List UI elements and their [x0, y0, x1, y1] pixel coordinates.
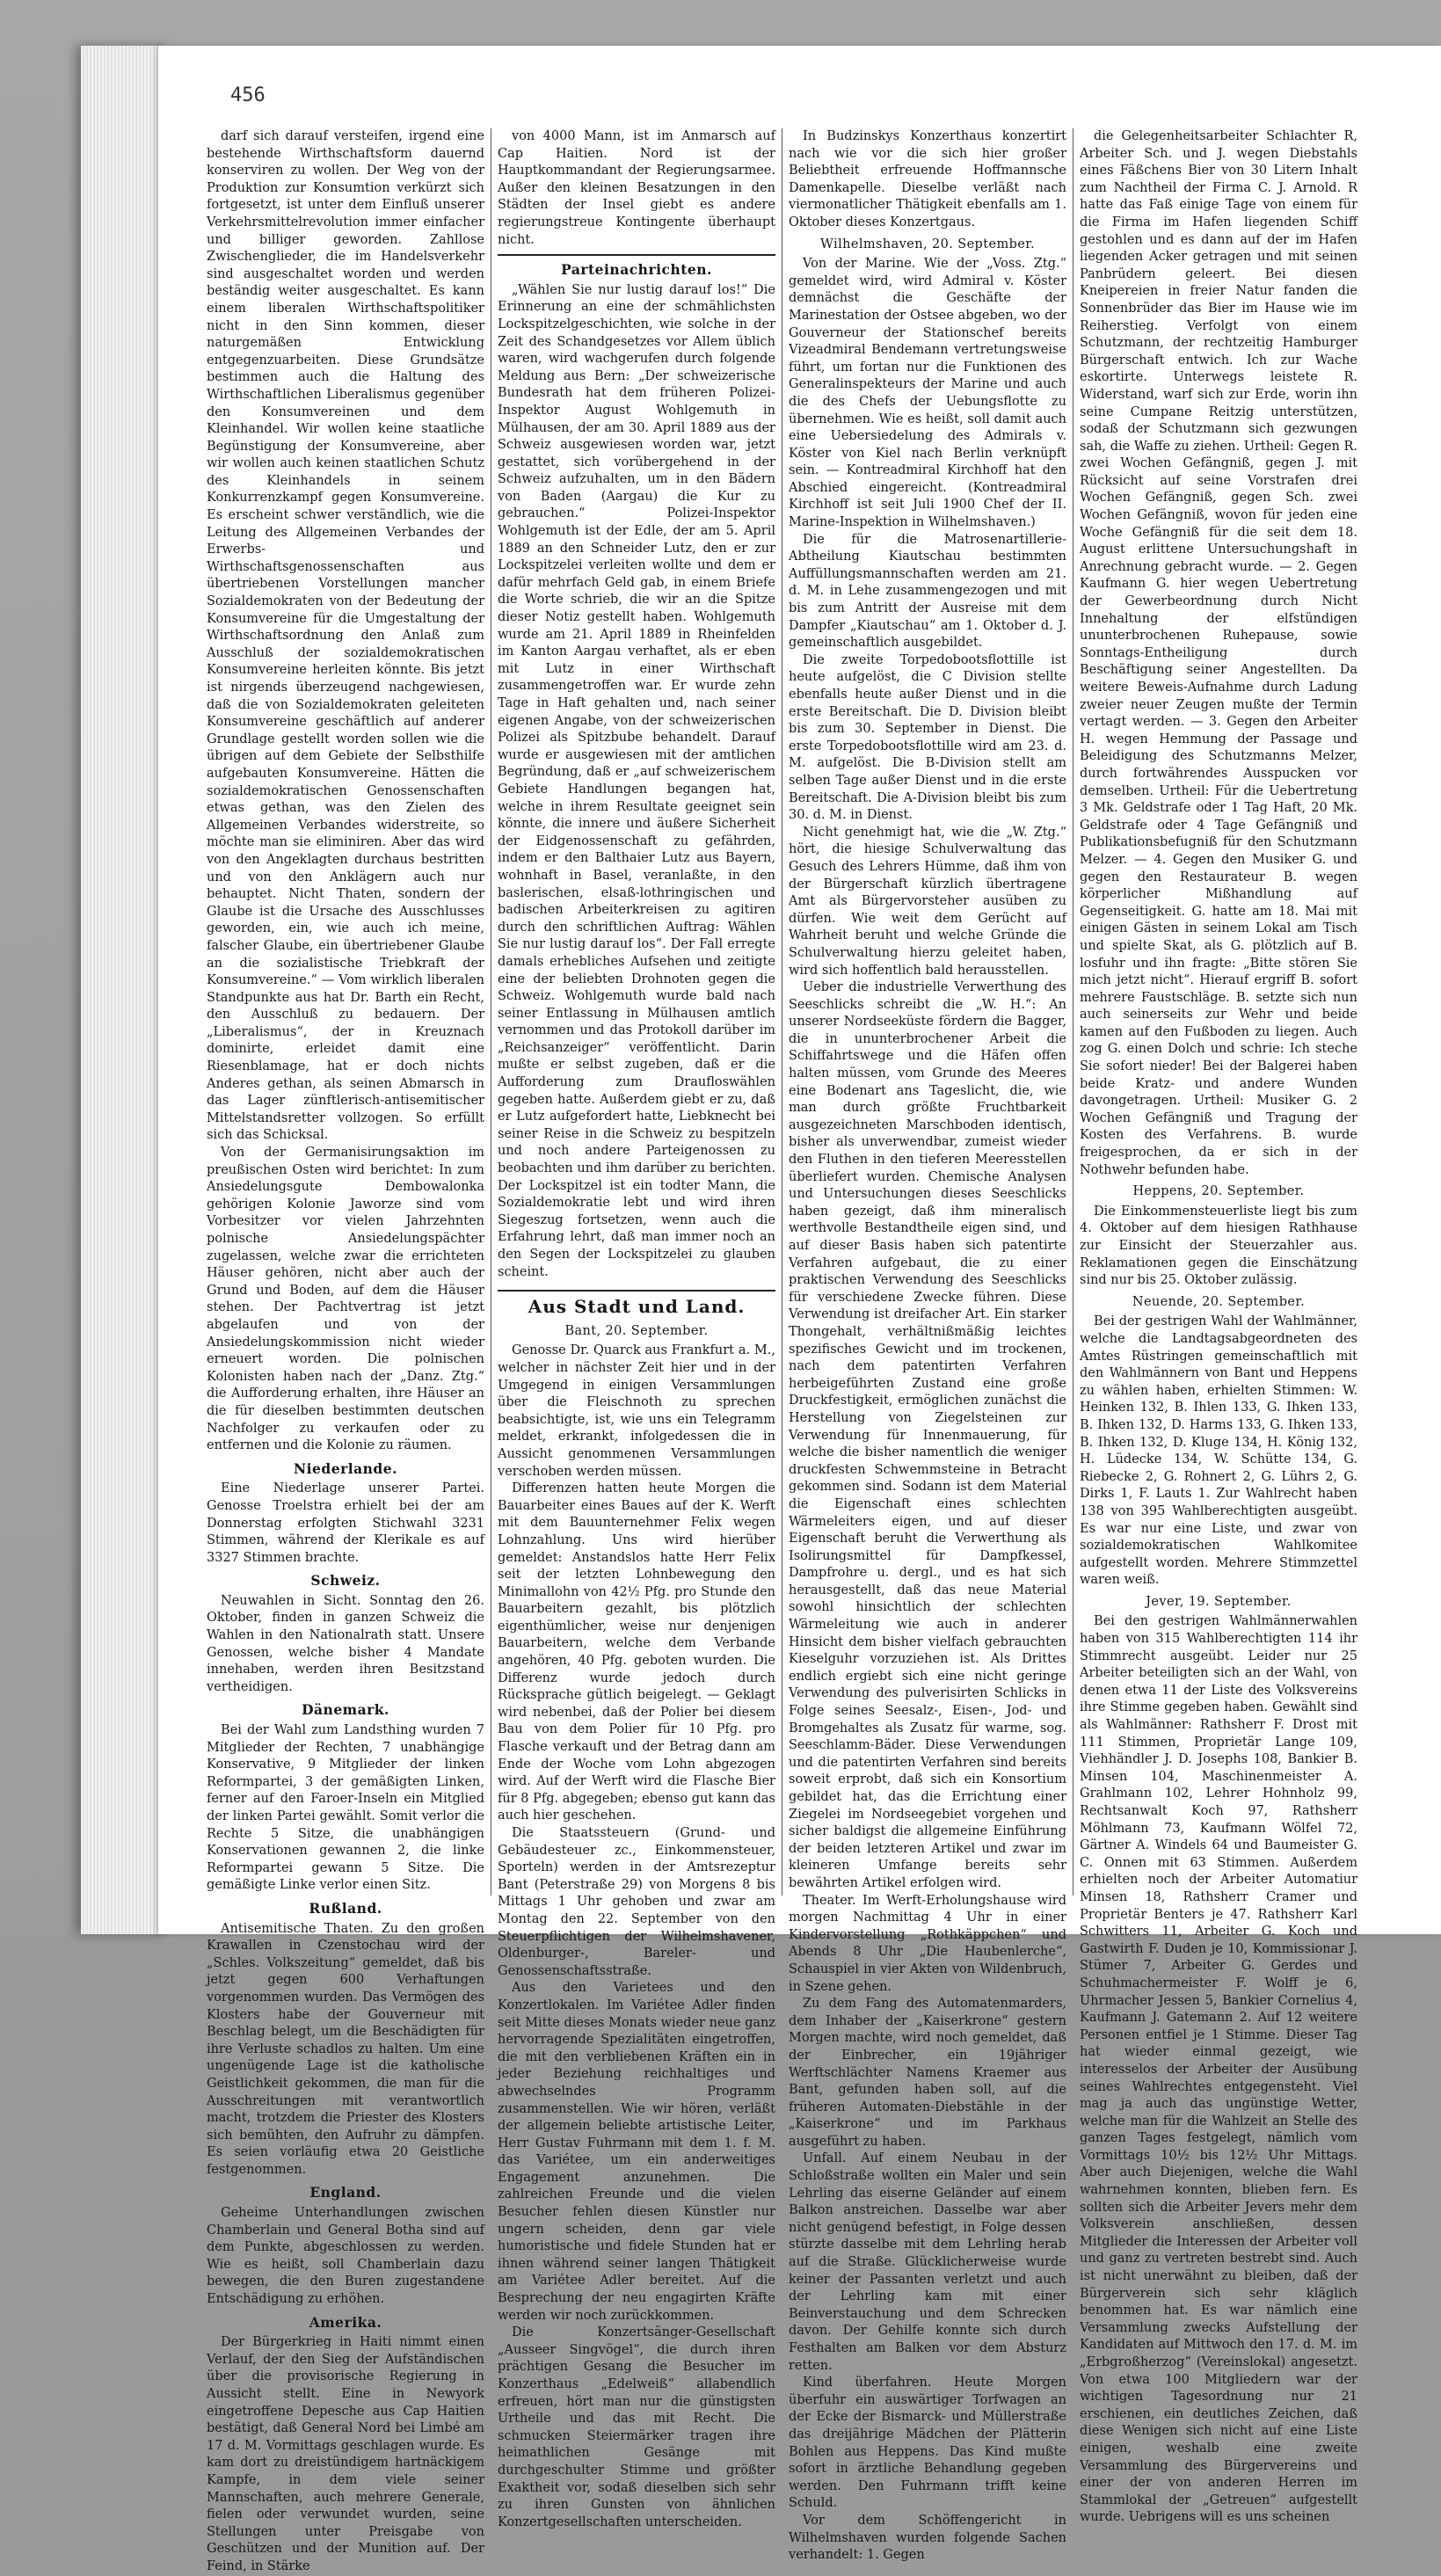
- article-paragraph: Vor dem Schöffengericht in Wilhelmshaven wurden folgende Sachen verhandelt: 1. Gegen: [789, 2513, 1066, 2563]
- article-paragraph: von 4000 Mann, ist im Anmarsch auf Cap Haitien. Nord ist der Hauptkommandant der Regierungsarmee. Außer den kleinen Besatzungen in den Städten der Insel giebt es andere regierungstreue Kontingente überhaupt nicht.: [498, 129, 775, 247]
- article-paragraph: Bei den gestrigen Wahlmännerwahlen haben von 315 Wahlberechtigten 114 ihr Stimmrecht ausgeübt. Leider nur 25 Arbeiter beteiligten sich an der Wahl, von denen etwa 11 der Liste des Volksvereins ihre Stimme gegeben haben. Gewählt sind als Wahlmänner: Rathsherr F. Drost mit 111 Stimmen, Proprietär Lange 109, Viehhändler J. D. Josephs 108, Bankier B. Minsen 104, Maschinenmeister A. Grahlmann 102, Lehrer Hohnholz 99, Rechtsanwalt Koch 97, Rathsherr Möhlmann 73, Kaufmann Wölfel 72, Gärtner A. Windels 64 und Baumeister G. C. Onnen mit 63 Stimmen. Außerdem erhielten noch der Arbeiter Automatiur Minsen 18, Rathsherr Cramer und Proprietär Benters je 47. Rathsherr Karl Schwitters 11, Arbeiter G. Koch und Gastwirth F. Duden je 10, Kommissionar J. Stümer 7, Arbeiter G. Gerdes und Schuhmachermeister F. Wolff je 6, Uhrmacher Jessen 5, Bankier Cornelius 4, Kaufmann J. Gatemann 2. Auf 12 weitere Personen entfiel je 1 Stimme. Dieser Tag hat wieder einmal gezeigt, wie interesselos der Arbeiter der Ausübung seines Wahlrechtes entgegensteht. Viel mag ja auch das ungünstige Wetter, welche man für die Wahlzeit an Stelle des ganzen Tages festgelegt, nämlich vom Vormittags 10½ bis 12½ Uhr Mittags. Aber auch Diejenigen, welche die Wahl wahrnehmen konnten, blieben fern. Es sollten sich die Arbeiter Jevers mehr dem Volksverein anschließen, dessen Mitglieder die Interessen der Arbeiter voll und ganz zu vertreten bestrebt sind. Auch ist nicht unerwähnt zu bleiben, daß der Bürgerverein sich sehr kläglich benommen hat. Es war nämlich eine Versammlung zwecks Aufstellung der Kandidaten auf Mittwoch den 17. d. M. im „Erbgroßherzog“ (Vereinslokal) angesetzt. Von etwa 100 Mitgliedern war der wichtigen Tagesordnung nur 21 erschienen, ein deutliches Zeichen, daß diese Wenigen sich nicht auf eine Liste einigen, weshalb eine zweite Versammlung des Bürgervereins und einer der von anderen Herren im Stammlokal der „Getreuen“ aufgestellt wurde. Uebrigens will es uns scheinen: [1080, 1614, 1357, 2525]
- article-paragraph: Von der Marine. Wie der „Voss. Ztg.“ gemeldet wird, wird Admiral v. Köster demnächst die Geschäfte der Marinestation der Ostsee abgeben, wo der Gouverneur der Stationschef bereits Vizeadmiral Bendemann vertretungsweise führt, um fortan nur die Funktionen des Generalinspekteurs der Marine und auch die des Chefs der Uebungsflotte zu übernehmen. Wie es heißt, soll damit auch eine Uebersiedelung des Admirals v. Köster von Kiel nach Berlin verknüpft sein. — Kontreadmiral Kirchhoff hat den Abschied eingereicht. (Kontreadmiral Kirchhoff ist seit Juli 1900 Chef der II. Marine-Inspektion in Wilhelmshaven.): [789, 257, 1066, 530]
- article-paragraph: Ueber die industrielle Verwerthung des Seeschlicks schreibt die „W. H.“: An unserer Nordseeküste fördern die Bagger, die in ununterbrochener Arbeit die Schiffahrtswege und die Häfen offen halten müssen, vom Grunde des Meeres eine Bodenart ans Tageslicht, die, wie man durch größte Fruchtbarkeit ausgezeichneten Marschboden identisch, bisher als unverwendbar, zumeist wieder den Fluthen in den tieferen Meeresstellen überliefert wurden. Chemische Analysen und Untersuchungen dieses Seeschlicks haben gezeigt, daß ihm mineralisch werthvolle Bestandtheile eigen sind, und auf dieser Basis haben sich patentirte Verfahren aufgebaut, die zu einer praktischen Verwendung des Seeschlicks für verschiedene Zwecke führen. Diese Verwendung ist dreifacher Art. Ein starker Thongehalt, verhältnißmäßig leichtes spezifisches Gewicht und im trockenen, nach dem patentirten Verfahren herbeigeführten Zustand eine große Druckfestigkeit, ermöglichen zunächst die Herstellung von Ziegelsteinen zur Verwendung für Innenmauerung, für welche die bisher namentlich die weniger druckfesten Schwemmsteine in Betracht gekommen sind. Sodann ist dem Material die Eigenschaft eines schlechten Wärmeleiters eigen, und auf dieser Eigenschaft beruht die Verwerthung als Isolirungsmittel für Dampfkessel, Dampfrohre u. dergl., und es hat sich herausgestellt, daß das neue Material sowohl hinsichtlich der schlechten Wärmeleitung wie auch in anderer Hinsicht dem bisher vielfach gebrauchten Kieselguhr vorzuziehen ist. Als Drittes endlich ergiebt sich eine nicht geringe Verwendung des pulverisirten Schlicks in Folge seines Seesalz-, Eisen-, Jod- und Bromgehaltes als Zusatz für warme, sog. Seeschlamm-Bäder. Diese Verwendungen und die patentirten Verfahren sind bereits soweit erprobt, daß sich ein Konsortium gebildet hat, das die Errichtung einer Ziegelei im Nordseegebiet vorgehen und sicher baldigst die allgemeine Einführung der beiden letzteren Artikel und zwar im kleineren Umfange bereits sehr bewährten Artikel erfolgen wird.: [789, 980, 1066, 1890]
- article-paragraph: Kind überfahren. Heute Morgen überfuhr ein auswärtiger Torfwagen an der Ecke der Bismarck- und Müllerstraße das dreijährige Mädchen der Plätterin Bohlen aus Heppens. Das Kind mußte sofort in ärztliche Behandlung gegeben werden. Den Fuhrmann trifft keine Schuld.: [789, 2376, 1066, 2511]
- article-paragraph: die Gelegenheitsarbeiter Schlachter R, Arbeiter Sch. und J. wegen Diebstahls eines Fäßchens Bier von 30 Litern Inhalt zum Nachtheil der Firma C. J. Arnold. R hatte das Faß einige Tage von einem für die Firma im Hafen liegenden Schiff gestohlen und es dann auf der im Hafen liegenden Acker getragen und mit seinen Panbrüdern geleert. Bei diesen Kneipereien in freier Natur fanden die Sonnenbrüder das Bier im Hause wie im Reiherstieg. Verfolgt von einem Schutzmann, der rechtzeitig Hamburger Bürgerschaft entwich. Ich zur Wache eskortirte. Unterwegs leistete R. Widerstand, warf sich zur Erde, worin ihn seine Cumpane Reitzig unterstützen, sodaß der Schutzmann sich gezwungen sah, die Waffe zu ziehen. Urtheil: Gegen R. zwei Wochen Gefängniß, gegen J. mit Rücksicht auf seine Vorstrafen drei Wochen Gefängniß, gegen Sch. zwei Wochen Gefängniß, wovon für jeden eine Woche Gefängniß für die seit dem 18. August erlittene Untersuchungshaft in Anrechnung gebracht wurde. — 2. Gegen Kaufmann G. hier wegen Uebertretung der Gewerbeordnung durch Nicht Innehaltung der elfstündigen ununterbrochenen Ruhepause, sowie Sonntags-Entheiligung durch Beschäftigung seiner Angestellten. Da weitere Beweis-Aufnahme durch Ladung zweier neuer Zeugen mußte der Termin vertagt werden. — 3. Gegen den Arbeiter H. wegen Hemmung der Passage und Beleidigung des Schutzmanns Melzer, durch fortwährendes Ausspucken vor demselben. Urtheil: Für die Uebertretung 3 Mk. Geldstrafe oder 1 Tag Haft, 20 Mk. Geldstrafe oder 4 Tage Gefängniß und Publikationsbefugniß für den Schutzmann Melzer. — 4. Gegen den Musiker G. und gegen den Restaurateur B. wegen körperlicher Mißhandlung auf Gegenseitigkeit. G. hatte am 18. Mai mit einigen Gästen in seinem Lokal am Tisch und spielte Skat, als G. plötzlich auf B. losfuhr und ihn fragte: „Bitte stören Sie mich jetzt nicht“. Hierauf ergriff B. sofort mehrere Faustschläge. B. setzte sich nun auch seinerseits zur Wehr und beide kamen auf den Fußboden zu liegen. Auch zog G. einen Dolch und schrie: Ich steche Sie sofort nieder! Bei der Balgerei haben beide Kratz- und andere Wunden davongetragen. Urtheil: Musiker G. 2 Wochen Gefängniß und Tragung der Kosten des Verfahrens. B. wurde freigesprochen, da er sich in der Nothwehr befunden habe.: [1080, 129, 1357, 1177]
- section-heading: Rußland.: [309, 1899, 382, 1917]
- section-heading: Niederlande.: [293, 1459, 398, 1477]
- article-paragraph: Neuwahlen in Sicht. Sonntag den 26. Oktober, finden in ganzen Schweiz die Wahlen in den Nationalrath statt. Unsere Genossen, welche bisher 4 Mandate innehaben, werden ihren Besitzstand vertheidigen.: [207, 1593, 484, 1694]
- article-paragraph: Eine Niederlage unserer Partei. Genosse Troelstra erhielt bei der am Donnerstag erfolgten Stichwahl 3231 Stimmen, während der Klerikale es auf 3327 Stimmen brachte.: [207, 1481, 484, 1565]
- dateline: Bant, 20. September.: [564, 1323, 709, 1338]
- article-paragraph: Die Konzertsänger-Gesellschaft „Ausseer Singvögel“, die durch ihren prächtigen Gesang die Besucher im Konzerthaus „Edelweiß“ allabendlich erfreuen, hört man nur die günstigsten Urtheile und das mit Recht. Die schmucken Steiermärker tragen ihre heimathlichen Gesänge mit durchgeschulter Stimme und größter Exaktheit vor, sodaß dieselben sich sehr zu ihren Gunsten von ähnlichen Konzertgesellschaften unterscheiden.: [498, 2325, 775, 2529]
- section-heading: Amerika.: [309, 2313, 382, 2331]
- text-column-4: [1080, 128, 1357, 2525]
- article-paragraph: Antisemitische Thaten. Zu den großen Krawallen in Czenstochau wird der „Schles. Volkszeitung“ gemeldet, daß bis jetzt gegen 600 Verhaftungen vorgenommen wurden. Das Vermögen des Klosters habe der Gouverneur mit Beschlag belegt, um die Beschädigten für ihre Verluste schadlos zu halten. Um eine ungenügende Lage ist die katholische Geistlichkeit gekommen, die man für die Ausschreitungen mit verantwortlich macht, trotzdem die Priester des Klosters sich bemühten, den Aufruhr zu dämpfen. Es seien vorläufig etwa 20 Geistliche festgenommen.: [207, 1921, 484, 2177]
- article-paragraph: Die für die Matrosenartillerie-Abtheilung Kiautschau bestimmten Auffüllungsmannschaften werden am 21. d. M. in Lehe zusammengezogen und mit bis zum Antritt der Ausreise mit dem Dampfer „Kiautschau“ am 1. Oktober d. J. gemeinschaftlich ausgebildet.: [789, 532, 1066, 651]
- article-paragraph: Aus den Varietees und den Konzertlokalen. Im Variétee Adler finden seit Mitte dieses Monats wieder neue ganz hervorragende Spezialitäten eingetroffen, die mit den verbliebenen Kräften ein in jeder Beziehung reichhaltiges und abwechselndes Programm zusammenstellen. Wie wir hören, verläßt der allgemein beliebte artistische Leiter, Herr Gustav Fuhrmann mit dem 1. f. M. das Variétee, um ein anderweitiges Engagement anzunehmen. Die zahlreichen Freunde und die vielen Besucher fehlen diesen Künstler nur ungern scheiden, denn gar viele humoristische und fidele Stunden hat er ihnen während seiner langen Thätigkeit am Variétee Adler bereitet. Auf die Besprechung der neu engagirten Kräfte werden wir noch zurückkommen.: [498, 1981, 775, 2323]
- dateline: Wilhelmshaven, 20. September.: [819, 236, 1036, 251]
- article-paragraph: Die zweite Torpedobootsflottille ist heute aufgelöst, die C Division stellte ebenfalls heute außer Dienst und in die erste Bereitschaft. Die D. Division bleibt bis zum 30. September in Dienst. Die erste Torpedobootsflottille wird am 23. d. M. aufgelöst. Die B-Division stellt am selben Tage außer Dienst und in die erste Bereitschaft. Die A-Division bleibt bis zum 30. d. M. in Dienst.: [789, 652, 1066, 823]
- text-column-3: [789, 128, 1066, 2563]
- dateline: Jever, 19. September.: [1146, 1594, 1292, 1609]
- dateline: Neuende, 20. September.: [1132, 1294, 1306, 1309]
- page-number: 456: [230, 84, 266, 106]
- article-paragraph: Von der Germanisirungsaktion im preußischen Osten wird berichtet: In zum Ansiedelungsgute Dembowalonka gehörigen Kolonie Jaworze sind vom Vorbesitzer vor vielen Jahrzehnten polnische Ansiedelungspächter zugelassen, welche zwar die errichteten Häuser gehören, nicht aber auch der Grund und Boden, auf dem die Häuser stehen. Der Pachtvertrag ist jetzt abgelaufen und von der Ansiedelungskommission nicht wieder erneuert worden. Die polnischen Kolonisten haben nach der „Danz. Ztg.“ die Aufforderung erhalten, ihre Häuser an die für dieselben bestimmten deutschen Nachfolger zu verkaufen oder zu entfernen und die Kolonie zu räumen.: [207, 1146, 484, 1453]
- article-paragraph: „Wählen Sie nur lustig darauf los!“ Die Erinnerung an eine der schmählichsten Lockspitzelgeschichten, wie solche in der Zeit des Schandgesetzes vor Allem üblich waren, wird wachgerufen durch folgende Meldung aus Bern: „Der schweizerische Bundesrath hat dem früheren Polizei-Inspektor August Wohlgemuth in Mülhausen, der am 30. April 1889 aus der Schweiz ausgewiesen worden war, jetzt gestattet, sich vorübergehend in der Schweiz aufzuhalten, um in den Bädern von Baden (Aargau) die Kur zu gebrauchen.“ Polizei-Inspektor Wohlgemuth ist der Edle, der am 5. April 1889 an den Schneider Lutz, den er zur Lockspitzelei verleiten wollte und dem er dafür mehrfach Geld gab, in einem Briefe die Worte schrieb, die wir an die Spitze dieser Notiz gestellt haben. Wohlgemuth wurde am 21. April 1889 in Rheinfelden im Kanton Aargau verhaftet, als er eben mit Lutz in einer Wirthschaft zusammengetroffen war. Er wurde zehn Tage in Haft gehalten und, nach seiner eigenen Angabe, von der schweizerischen Polizei als Spitzbube behandelt. Darauf wurde er ausgewiesen mit der amtlichen Begründung, daß er „auf schweizerischem Gebiete Handlungen begangen hat, welche in ihrem Resultate geeignet sein könnte, die innere und äußere Sicherheit der Eidgenossenschaft zu gefährden, indem er den Balthaier Lutz aus Bayern, wohnhaft in Basel, veranlaßte, in den baslerischen, elsaß-lothringischen und badischen Arbeiterkreisen zu agitiren durch den schriftlichen Auftrag: Wählen Sie nur lustig darauf los“. Der Fall erregte damals erhebliches Aufsehen und zeitigte eine der beliebten Drohnoten gegen die Schweiz. Wohlgemuth wurde bald nach seiner Entlassung in Mülhausen amtlich vernommen und das Protokoll darüber im „Reichsanzeiger“ veröffentlicht. Darin mußte er selbst zugeben, daß er die Aufforderung zum Draufloswählen gegeben hatte. Außerdem giebt er zu, daß er Lutz aufgefordert hatte, Liebknecht bei seiner Reise in die Schweiz zu bespitzeln und noch andere Parteigenossen zu beobachten und ihm darüber zu berichten. Der Lockspitzel ist ein todter Mann, die Sozialdemokratie lebt und wird ihren Siegeszug fortsetzen, wenn auch die Erfahrung lehrt, daß man immer noch an den Segen der Lockspitzelei zu glauben scheint.: [498, 282, 775, 1279]
- article-paragraph: Geheime Unterhandlungen zwischen Chamberlain und General Botha sind auf dem Punkte, abgeschlossen zu werden. Wie es heißt, soll Chamberlain dazu bewegen, die den Buren zugestandene Entschädigung zu erhöhen.: [207, 2206, 484, 2307]
- article-paragraph: Nicht genehmigt hat, wie die „W. Ztg.“ hört, die hiesige Schulverwaltung das Gesuch des Lehrers Hümme, daß ihm von der Bürgerschaft kürzlich übertragene Amt als Bürgervorsteher ausüben zu dürfen. Wie weit dem Gerücht auf Wahrheit beruht und welche Gründe die Schulverwaltung hierzu geleitet haben, wird sich hoffentlich bald herausstellen.: [789, 825, 1066, 978]
- article-paragraph: Bei der gestrigen Wahl der Wahlmänner, welche die Landtagsabgeordneten des Amtes Rüstringen gemeinschaftlich mit den Wahlmännern von Bant und Heppens zu wählen haben, erhielten Stimmen: W. Heinken 132, B. Ihlen 133, G. Ihken 133, B. Ihken 132, D. Harms 133, G. Ihken 133, B. Ihken 132, D. Kluge 134, H. König 132, H. Lüdecke 134, W. Schütte 134, G. Riebecke 2, G. Rohnert 2, G. Lührs 2, G. Dirks 1, F. Lauts 1. Zur Wahlrecht haben 138 von 395 Wahlberechtigten ausgeübt. Es war nur eine Liste, und zwar von sozialdemokratischen Wahlkomitee aufgestellt worden. Mehrere Stimmzettel waren weiß.: [1080, 1314, 1357, 1588]
- article-paragraph: Differenzen hatten heute Morgen die Bauarbeiter eines Baues auf der K. Werft mit dem Bauunternehmer Felix wegen Lohnzahlung. Uns wird hierüber gemeldet: Anstandslos hatte Herr Felix seit der letzten Lohnbewegung den Minimallohn von 42½ Pfg. pro Stunde den Bauarbeitern gezahlt, bis plötzlich eigenthümlicher, weise nur denjenigen Bauarbeitern, welche dem Verbande angehören, 40 Pfg. geboten wurden. Die Differenz wurde jedoch durch Rücksprache gütlich beigelegt. — Geklagt wird nebenbei, daß der Polier bei diesem Bau von dem Polier für 10 Pfg. pro Flasche verkauft und der Betrag dann am Ende der Woche vom Lohn abgezogen wird. Auf der Werft wird die Flasche Bier für 8 Pfg. abgegeben; ebenso gut kann das auch hier geschehen.: [498, 1481, 775, 1823]
- section-heading: Dänemark.: [302, 1701, 389, 1719]
- dateline: Heppens, 20. September.: [1132, 1184, 1305, 1199]
- article-paragraph: darf sich darauf versteifen, irgend eine bestehende Wirthschaftsform dauernd konserviren zu wollen. Der Weg von der Produktion zur Konsumtion verkürzt sich fortgesetzt, ist unter dem Einfluß unserer Verkehrsmittelrevolution immer einfacher und billiger geworden. Zahllose Zwischenglieder, die im Handelsverkehr sind ausgeschaltet worden und werden beständig weiter ausgeschaltet. Es kann einem liberalen Wirthschaftspolitiker nicht in den Sinn kommen, dieser naturgemäßen Entwicklung entgegenzuarbeiten. Diese Grundsätze bestimmen auch die Haltung des Wirthschaftlichen Liberalismus gegenüber den Konsumvereinen und dem Kleinhandel. Wir wollen keine staatliche Begünstigung der Konsumvereine, aber wir wollen auch keinen staatlichen Schutz des Kleinhandels in seinem Konkurrenzkampf gegen Konsumvereine. Es erscheint schwer verständlich, wie die Leitung des Allgemeinen Verbandes der Erwerbs- und Wirthschaftsgenossenschaften aus übertriebenen Vorstellungen mancher Sozialdemokraten von der Bedeutung der Konsumvereine für die Umgestaltung der Wirthschaftsordnung den Anlaß zum Ausschluß der sozialdemokratischen Konsumvereine herleiten könnte. Bis jetzt ist nirgends überzeugend nachgewiesen, daß die von Sozialdemokraten geleiteten Konsumvereine geschäftlich auf anderer Grundlage gestellt worden sollen wie die übrigen auf dem Gebiete der Selbsthilfe aufgebauten Konsumvereine. Hätten die sozialdemokratischen Genossenschaften etwas gethan, was den Zielen des Allgemeinen Verbandes widerstreite, so möchte man sie eliminiren. Aber das wird von den Angeklagten durchaus bestritten und von den Anklägern auch nur behauptet. Nicht Thaten, sondern der Glaube ist die Ursache des Ausschlusses geworden, ein, wie auch ich meine, falscher Glaube, ein übertriebener Glaube an die sozialistische Triebkraft der Konsumvereine.“ — Vom wirklich liberalen Standpunkte aus hat Dr. Barth ein Recht, den Ausschluß zu bedauern. Der „Liberalismus“, der in Kreuznach dominirte, erleidet damit eine Riesenblamage, hat er doch nichts Anderes gethan, als seinen Abmarsch in das Lager zünftlerisch-antisemitischer Mittelstandsretter vollzogen. So erfüllt sich das Schicksal.: [207, 129, 484, 1143]
- article-paragraph: Die Staatssteuern (Grund- und Gebäudesteuer zc., Einkommensteuer, Sporteln) werden in der Amtsrezeptur Bant (Peterstraße 29) von Morgens 8 bis Mittags 1 Uhr gehoben und zwar am Montag den 22. September von den Steuerpflichtigen der Wilhelmshavener, Oldenburger-, Bareler- und Genossenschaftsstraße.: [498, 1826, 775, 1978]
- text-column-2: [498, 128, 775, 2529]
- article-paragraph: In Budzinskys Konzerthaus konzertirt nach wie vor die sich hier großer Beliebtheit erfreuende Hoffmannsche Damenkapelle. Dieselbe verläßt nach viermonatlicher Thätigkeit ebenfalls am 1. Oktober dieses Konzertgaus.: [789, 129, 1066, 229]
- article-paragraph: Unfall. Auf einem Neubau in der Schloßstraße wollten ein Maler und sein Lehrling das eiserne Geländer auf einem Balkon anstreichen. Dasselbe war aber nicht genügend befestigt, in Folge dessen stürzte dasselbe mit dem Lehrling herab auf die Straße. Glücklicherweise wurde keiner der Passanten verletzt und auch der Lehrling kam mit einer Beinverstauchung und dem Schrecken davon. Der Gehilfe konnte sich durch Festhalten am Balken vor dem Absturz retten.: [789, 2151, 1066, 2373]
- text-column-1: [207, 128, 484, 2573]
- book-page-edges: [81, 46, 169, 1934]
- newspaper-page: [158, 46, 1441, 2573]
- article-paragraph: Bei der Wahl zum Landsthing wurden 7 Mitglieder der Rechten, 7 unabhängige Konservative, 9 Mitglieder der linken Reformpartei, 3 der gemäßigten Linken, ferner auf den Faroer-Inseln ein Mitglied der linken Partei gewählt. Somit verlor die Rechte 5 Sitze, die unabhängigen Konservationen gewannen 2, die linke Reformpartei gewann 5 Sitze. Die gemäßigte Linke verlor einen Sitz.: [207, 1723, 484, 1893]
- section-heading: Schweiz.: [310, 1572, 381, 1590]
- article-paragraph: Die Einkommensteuerliste liegt bis zum 4. Oktober auf dem hiesigen Rathhause zur Einsicht der Steuerzahler aus. Reklamationen gegen die Einschätzung sind nur bis 25. Oktober zulässig.: [1080, 1204, 1357, 1288]
- section-heading: England.: [309, 2184, 382, 2201]
- section-heading: Parteinachrichten.: [498, 254, 775, 279]
- article-paragraph: Theater. Im Werft-Erholungshause wird morgen Nachmittag 4 Uhr in einer Kindervorstellung „Rothkäppchen“ und Abends 8 Uhr „Die Haubenlerche“, Schauspiel in vier Akten von Wildenbruch, in Szene gehen.: [789, 1893, 1066, 1994]
- section-banner-heading: Aus Stadt und Land.: [498, 1290, 775, 1316]
- article-paragraph: Zu dem Fang des Automatenmarders, dem Inhaber der „Kaiserkrone“ gestern Morgen machte, wird noch gemeldet, daß der Einbrecher, ein 19jähriger Werftschlächter Namens Kraemer aus Bant, gefunden haben soll, auf die früheren Automaten-Diebstähle in der „Kaiserkrone“ und im Parkhaus ausgeführt zu haben.: [789, 1997, 1066, 2149]
- article-paragraph: Der Bürgerkrieg in Haiti nimmt einen Verlauf, der den Sieg der Aufständischen über die provisorische Regierung in Aussicht stellt. Eine in Newyork eingetroffene Depesche aus Cap Haitien bestätigt, daß General Nord bei Limbé am 17 d. M. Vormittags geschlagen wurde. Es kam dort zu dreistündigem hartnäckigem Kampfe, in dem viele seiner Mannschaften, auch mehrere Generale, fielen oder verwundet wurden, seine Stellungen unter Preisgabe von Geschützen und der Munition auf. Der Feind, in Stärke: [207, 2335, 484, 2573]
- article-paragraph: Genosse Dr. Quarck aus Frankfurt a. M., welcher in nächster Zeit hier und in der Umgegend in einigen Versammlungen über die Fleischnoth zu sprechen beabsichtigte, ist, wie uns ein Telegramm meldet, erkrankt, infolgedessen die in Aussicht genommenen Versammlungen verschoben werden müssen.: [498, 1343, 775, 1479]
